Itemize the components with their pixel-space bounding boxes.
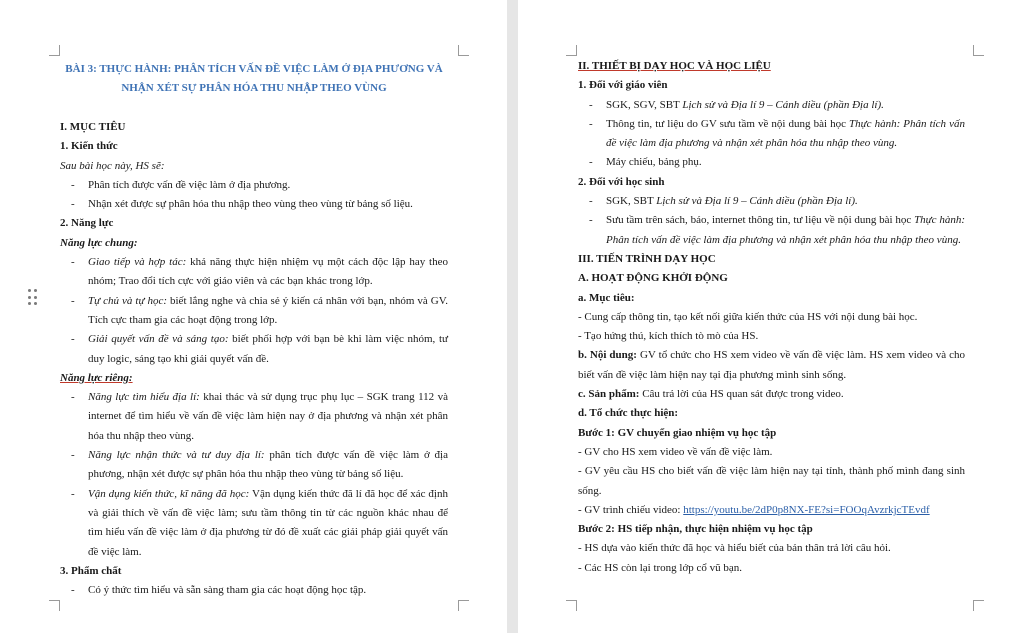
bullet-item: [578, 115, 965, 154]
item-label: d. Tổ chức thực hiện:: [578, 407, 679, 420]
paragraph: - Cung cấp thông tin, tạo kết nối giữa kiến thức của HS với nội dung bài học.: [578, 310, 918, 323]
bullet-item: - Máy chiếu, bảng phụ.: [578, 153, 965, 172]
step-heading: Bước 2: HS tiếp nhận, thực hiện nhiệm vụ học tập: [578, 523, 813, 536]
paragraph-heading: Năng lực chung:: [60, 236, 138, 249]
bullet-text: biết phối hợp với bạn bè khi làm việc nhóm, tư duy logic, sáng tạo khi giải quyết vấn đề.: [88, 333, 448, 365]
bullet-lead: Giải quyết vấn đề và sáng tạo:: [88, 333, 229, 346]
paragraph-heading: Năng lực riêng:: [60, 371, 133, 384]
bullet-text: Vận dụng kiến thức đã lí đã học để xác định và giải thích về vấn đề việc làm; sưu tầm thông tin từ các nguồn khác nhau để tìm hiểu vấn đề việc làm ở địa phương từ đó đề xuất các giải pháp giải quyết vấn đề việc làm.: [88, 487, 448, 558]
bullet-text: khả năng thực hiện nhiệm vụ một cách độc lập hay theo nhóm; Trao đổi tích cực với giáo viên và các bạn khác trong lớp.: [88, 256, 448, 288]
bullet-text: Thông tin, tư liệu do GV sưu tầm về nội dung bài học: [606, 117, 850, 130]
subsection-heading: 3. Phẩm chất: [60, 564, 122, 577]
section-heading: III. TIẾN TRÌNH DẠY HỌC: [578, 252, 716, 265]
bullet-lead: Tự chủ và tự học:: [88, 294, 167, 307]
bullet-text: SGK, SBT: [606, 195, 657, 208]
bullet-lead: Vận dụng kiến thức, kĩ năng đã học:: [88, 487, 250, 500]
paragraph: - HS dựa vào kiến thức đã học và hiểu biết của bản thân trả lời câu hỏi.: [578, 542, 891, 555]
paragraph: - Các HS còn lại trong lớp cổ vũ bạn.: [578, 561, 743, 574]
bullet-item: [578, 96, 965, 115]
lesson-name: Thực hành: Phân tích vấn đề việc làm địa phương và nhận xét phân hóa thu nhập theo vùng.: [606, 214, 966, 246]
document-page-right[interactable]: [518, 0, 1022, 633]
bullet-text: biết lắng nghe và chia sẻ ý kiến cá nhân với bạn, nhóm và GV. Tích cực tham gia các hoạt động trong lớp.: [88, 294, 448, 326]
crop-mark: [566, 45, 577, 56]
drag-handle-icon[interactable]: [28, 289, 38, 305]
paragraph: - Tạo hứng thú, kích thích tò mò của HS.: [578, 330, 759, 343]
section-heading: I. MỤC TIÊU: [60, 121, 126, 133]
paragraph-text: - GV trình chiếu video:: [578, 503, 684, 516]
bullet-text: phân tích được vấn đề việc làm ở địa phương, nhận xét được sự phân hóa thu nhập theo vùng từ bảng số liệu.: [88, 449, 448, 481]
paragraph: [578, 385, 965, 404]
crop-mark: [973, 45, 984, 56]
video-link[interactable]: https://youtu.be/2dP0p8NX-FE?si=FOOqAvzrkjcTEvdf: [683, 503, 930, 516]
bullet-item: [60, 330, 448, 369]
lesson-title: BÀI 3: THỰC HÀNH: PHÂN TÍCH VẤN ĐỀ VIỆC LÀM Ở ĐỊA PHƯƠNG VÀ NHẬN XÉT SỰ PHÂN HÓA THU NHẬP THEO VÙNG: [65, 63, 443, 94]
crop-mark: [49, 600, 60, 611]
item-label: c. Sản phẩm:: [578, 388, 640, 401]
bullet-text: khai thác và sử dụng trục phụ lục – SGK trang 112 và internet để tìm hiểu về vấn đề việc làm hiện nay ở địa phương và nhận xét phân hóa thu nhập theo vùng.: [88, 391, 448, 442]
bullet-item: [60, 388, 448, 446]
bullet-item: [578, 192, 965, 211]
crop-mark: [973, 600, 984, 611]
paragraph: - GV yêu cầu HS cho biết vấn đề việc làm hiện nay tại tỉnh, thành phố mình đang sinh sống.: [578, 465, 965, 497]
item-label: a. Mục tiêu:: [578, 291, 635, 304]
page-content[interactable]: [60, 60, 448, 600]
bullet-text: Sưu tầm trên sách, báo, internet thông tin, tư liệu về nội dung bài học: [606, 214, 915, 227]
bullet-item: [60, 485, 448, 562]
bullet-item: - Có ý thức tìm hiểu và sẵn sàng tham gia các hoạt động học tập.: [60, 581, 448, 600]
paragraph: Sau bài học này, HS sẽ:: [60, 159, 165, 172]
subsection-heading: 2. Năng lực: [60, 217, 114, 230]
crop-mark: [566, 600, 577, 611]
page-content[interactable]: [578, 57, 965, 578]
bullet-text: SGK, SGV, SBT: [606, 98, 683, 111]
subsection-heading: 2. Đối với học sinh: [578, 175, 665, 188]
bullet-item: - Nhận xét được sự phân hóa thu nhập theo vùng theo vùng từ bảng số liệu.: [60, 195, 448, 214]
bullet-item: [60, 253, 448, 292]
item-label: b. Nội dung:: [578, 349, 637, 362]
crop-mark: [49, 45, 60, 56]
bullet-item: [60, 446, 448, 485]
lesson-name: Thực hành: Phân tích vấn đề việc làm địa phương và nhận xét phân hóa thu nhập theo vùng.: [606, 117, 965, 150]
book-title: Lịch sử và Địa lí 9 – Cánh diều (phần Địa lí).: [656, 195, 858, 208]
subsection-heading: 1. Đối với giáo viên: [578, 79, 668, 92]
paragraph: [578, 346, 965, 385]
paragraph-text: Câu trả lời của HS quan sát được trong video.: [639, 388, 844, 401]
step-heading: Bước 1: GV chuyển giao nhiệm vụ học tập: [578, 426, 777, 439]
bullet-lead: Năng lực nhận thức và tư duy địa lí:: [88, 449, 265, 462]
subsection-heading: 1. Kiến thức: [60, 140, 118, 153]
paragraph: [578, 501, 965, 520]
activity-heading: A. HOẠT ĐỘNG KHỞI ĐỘNG: [578, 272, 728, 285]
crop-mark: [458, 45, 469, 56]
bullet-item: - Phân tích được vấn đề việc làm ở địa phương.: [60, 176, 448, 195]
bullet-item: [578, 211, 965, 250]
bullet-item: [60, 292, 448, 331]
paragraph-text: GV tổ chức cho HS xem video về vấn đề việc làm. HS xem video và cho biết vấn đề việc làm hiện nay tại địa phương mình sinh sống.: [578, 349, 965, 381]
crop-mark: [458, 600, 469, 611]
book-title: Lịch sử và Địa lí 9 – Cánh diều (phần Địa lí).: [682, 98, 884, 111]
bullet-lead: Giao tiếp và hợp tác:: [88, 256, 187, 269]
paragraph: - GV cho HS xem video về vấn đề việc làm.: [578, 445, 773, 458]
document-page-left[interactable]: [0, 0, 507, 633]
bullet-lead: Năng lực tìm hiểu địa lí:: [88, 391, 200, 404]
section-heading: II. THIẾT BỊ DẠY HỌC VÀ HỌC LIỆU: [578, 60, 771, 72]
